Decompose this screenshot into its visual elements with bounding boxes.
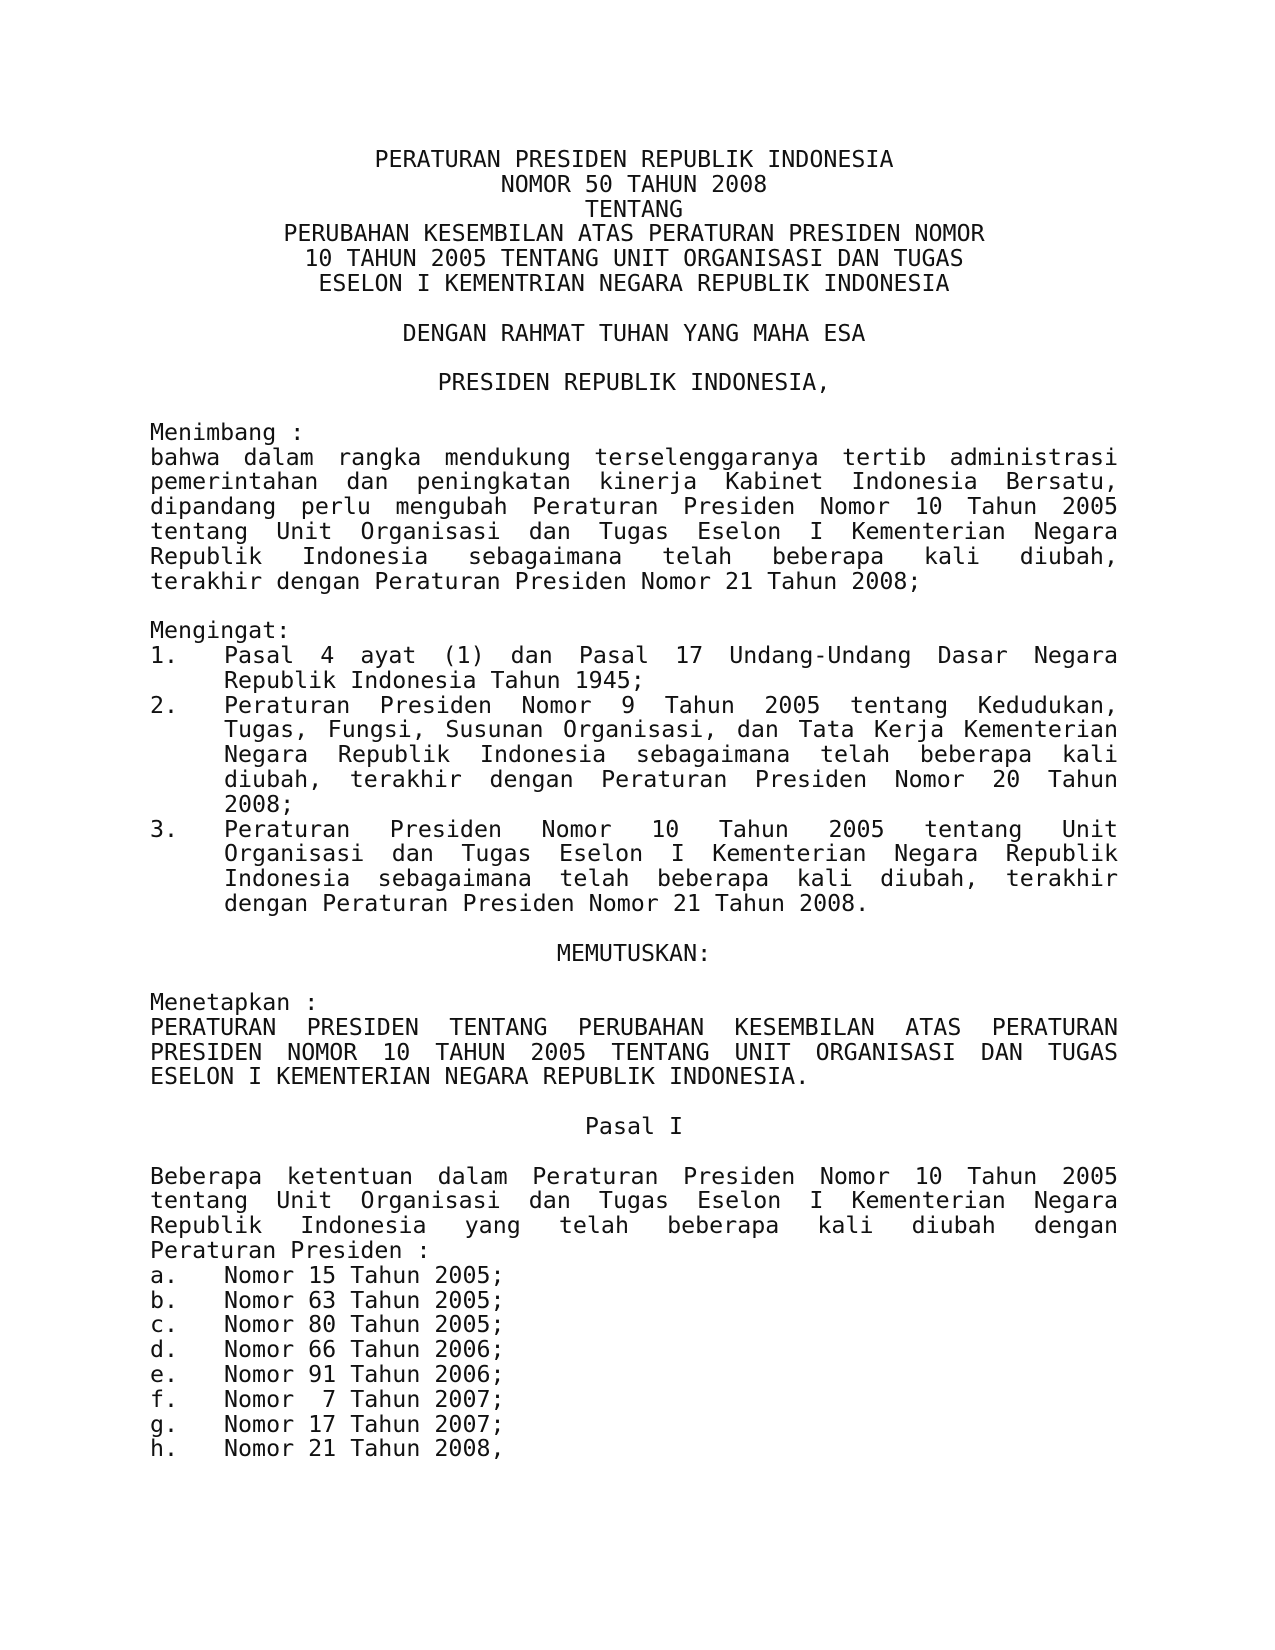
menimbang-section xyxy=(150,418,1118,595)
list-item xyxy=(150,641,1118,694)
title-line: TENTANG xyxy=(584,195,684,223)
list-item-letter: g. xyxy=(150,1410,179,1438)
list-item-number: 2. xyxy=(150,691,179,719)
list-item xyxy=(150,1363,1118,1388)
menetapkan-line: PERATURAN PRESIDEN TENTANG PERUBAHAN KESEMBILAN ATAS PERATURAN xyxy=(150,1013,1118,1041)
title-line: PERUBAHAN KESEMBILAN ATAS PERATURAN PRESIDEN NOMOR xyxy=(283,220,985,248)
title-line: PERATURAN PRESIDEN REPUBLIK INDONESIA xyxy=(374,146,894,173)
menimbang-line: Republik Indonesia sebagaimana telah beberapa kali diubah, xyxy=(150,542,1118,570)
list-item-line: dengan Peraturan Presiden Nomor 21 Tahun 2008. xyxy=(224,889,870,917)
list-item-letter: a. xyxy=(150,1261,179,1289)
list-item-number: 1. xyxy=(150,641,179,669)
list-item-text: Nomor 91 Tahun 2006; xyxy=(224,1361,505,1389)
menimbang-line: dipandang perlu mengubah Peraturan Presiden Nomor 10 Tahun 2005 xyxy=(150,493,1118,521)
menetapkan-section xyxy=(150,991,1118,1090)
list-item xyxy=(150,1437,1118,1462)
list-item-text: Nomor 21 Tahun 2008, xyxy=(224,1435,505,1463)
list-item-letter: e. xyxy=(150,1361,179,1389)
list-item xyxy=(150,1385,1118,1413)
list-item-text: Nomor 80 Tahun 2005; xyxy=(224,1311,505,1339)
pasal-line: Republik Indonesia yang telah beberapa kali diubah dengan xyxy=(150,1212,1118,1240)
menetapkan-line: ESELON I KEMENTERIAN NEGARA REPUBLIK INDONESIA. xyxy=(150,1063,810,1091)
list-item-text: Nomor 63 Tahun 2005; xyxy=(224,1286,505,1314)
list-item xyxy=(150,691,1118,818)
list-item xyxy=(150,1286,1118,1314)
blessing-line: DENGAN RAHMAT TUHAN YANG MAHA ESA xyxy=(402,319,866,347)
pasal-line: Peraturan Presiden : xyxy=(150,1237,431,1265)
list-item-line: Republik Indonesia Tahun 1945; xyxy=(224,666,645,694)
list-item-letter: f. xyxy=(150,1385,179,1413)
list-item-letter: h. xyxy=(150,1435,179,1463)
pasal-line: Beberapa ketentuan dalam Peraturan Presiden Nomor 10 Tahun 2005 xyxy=(150,1162,1118,1190)
title-line: ESELON I KEMENTRIAN NEGARA REPUBLIK INDONESIA xyxy=(318,269,950,297)
document-page xyxy=(150,148,1118,1462)
list-item-line: Indonesia sebagaimana telah beberapa kali diubah, terakhir xyxy=(224,865,1118,893)
list-item-line: Pasal 4 ayat (1) dan Pasal 17 Undang-Undang Dasar Negara xyxy=(224,641,1118,669)
memutuskan-heading: MEMUTUSKAN: xyxy=(556,939,712,967)
menimbang-line: tentang Unit Organisasi dan Tugas Eselon I Kementerian Negara xyxy=(150,517,1118,545)
title-line: NOMOR 50 TAHUN 2008 xyxy=(500,170,768,198)
list-item-line: 2008; xyxy=(224,790,295,818)
list-item xyxy=(150,815,1118,917)
menetapkan-label: Menetapkan : xyxy=(150,989,319,1017)
pasal-heading: Pasal I xyxy=(584,1113,684,1141)
menimbang-line: pemerintahan dan peningkatan kinerja Kabinet Indonesia Bersatu, xyxy=(150,468,1118,496)
pasal-line: tentang Unit Organisasi dan Tugas Eselon I Kementerian Negara xyxy=(150,1187,1118,1215)
list-item-letter: c. xyxy=(150,1311,179,1339)
list-item-line: diubah, terakhir dengan Peraturan Presiden Nomor 20 Tahun xyxy=(224,765,1118,793)
menetapkan-line: PRESIDEN NOMOR 10 TAHUN 2005 TENTANG UNIT ORGANISASI DAN TUGAS xyxy=(150,1038,1118,1066)
pasal-section xyxy=(150,1162,1118,1463)
list-item xyxy=(150,1338,1118,1363)
menimbang-label: Menimbang : xyxy=(150,418,305,446)
list-item xyxy=(150,1261,1118,1289)
menimbang-line: terakhir dengan Peraturan Presiden Nomor 21 Tahun 2008; xyxy=(150,567,922,595)
title-line: 10 TAHUN 2005 TENTANG UNIT ORGANISASI DAN TUGAS xyxy=(304,245,964,273)
document-title xyxy=(150,148,1118,297)
list-item-text: Nomor 17 Tahun 2007; xyxy=(224,1410,505,1438)
mengingat-section xyxy=(150,619,1118,917)
president-line: PRESIDEN REPUBLIK INDONESIA, xyxy=(437,369,831,397)
list-item-text: Nomor 7 Tahun 2007; xyxy=(224,1385,505,1413)
list-item xyxy=(150,1410,1118,1438)
list-item-text: Nomor 66 Tahun 2006; xyxy=(224,1336,505,1364)
menimbang-line: bahwa dalam rangka mendukung terselenggaranya tertib administrasi xyxy=(150,443,1118,471)
list-item-line: Tugas, Fungsi, Susunan Organisasi, dan Tata Kerja Kementerian xyxy=(224,716,1118,744)
list-item-letter: b. xyxy=(150,1286,179,1314)
list-item xyxy=(150,1313,1118,1338)
list-item-line: Negara Republik Indonesia sebagaimana telah beberapa kali xyxy=(224,741,1118,769)
list-item-line: Peraturan Presiden Nomor 10 Tahun 2005 tentang Unit xyxy=(224,815,1118,843)
mengingat-label: Mengingat: xyxy=(150,617,291,645)
list-item-letter: d. xyxy=(150,1336,179,1364)
list-item-line: Peraturan Presiden Nomor 9 Tahun 2005 tentang Kedudukan, xyxy=(224,691,1118,719)
list-item-text: Nomor 15 Tahun 2005; xyxy=(224,1261,505,1289)
list-item-line: Organisasi dan Tugas Eselon I Kementerian Negara Republik xyxy=(224,840,1118,868)
list-item-number: 3. xyxy=(150,815,179,843)
